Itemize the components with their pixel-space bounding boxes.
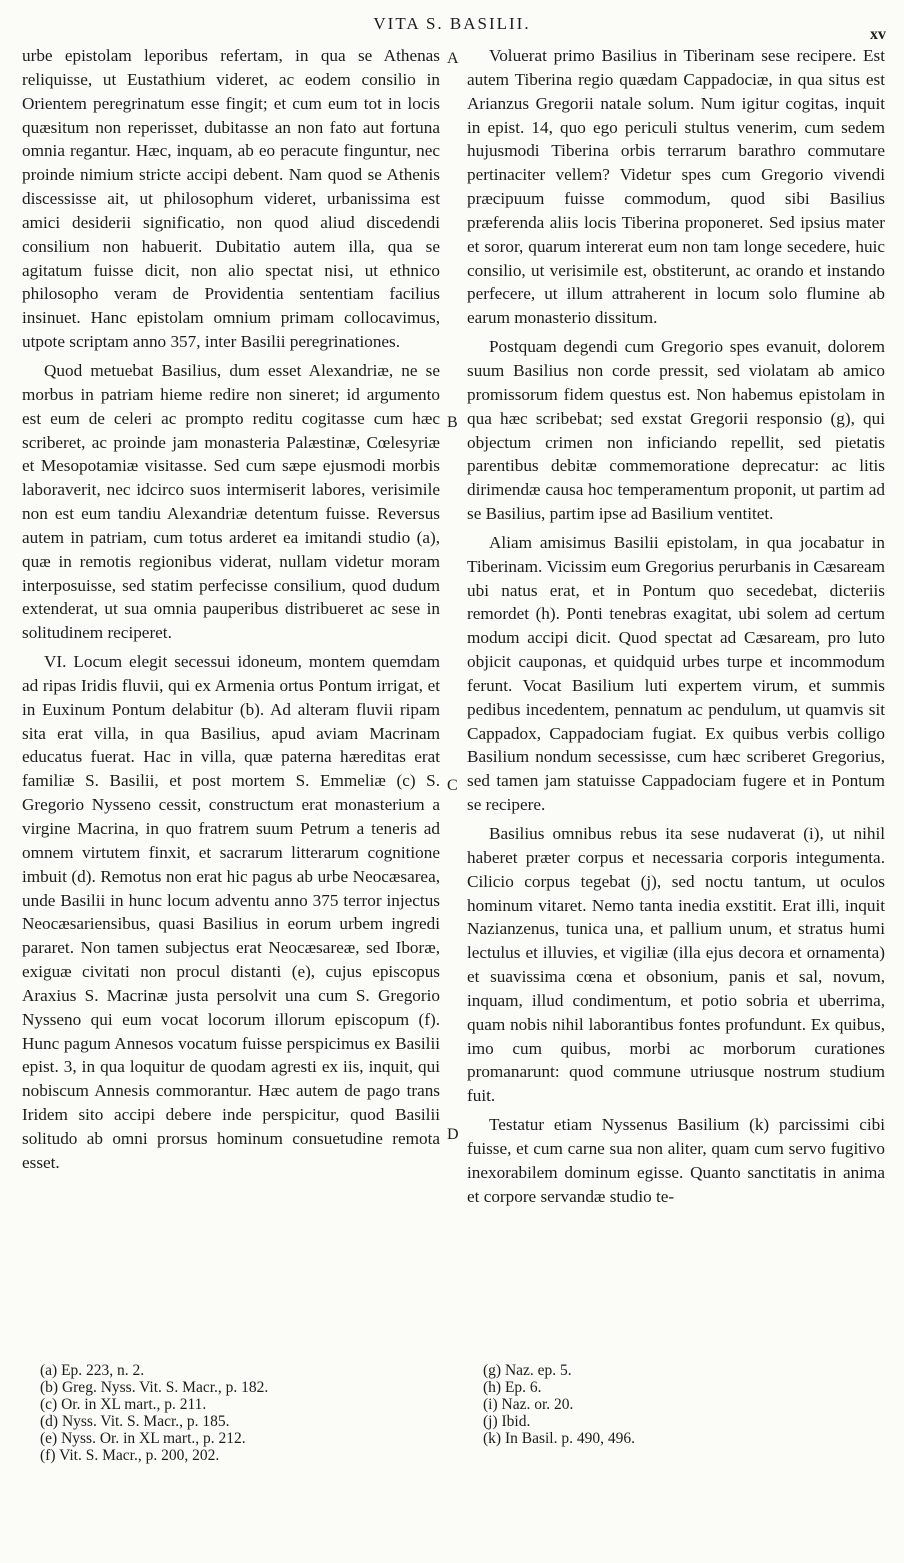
footnote: (j) Ibid. [483,1413,531,1430]
footnote: (a) Ep. 223, n. 2. [40,1362,145,1379]
page-number: xv [870,26,886,43]
footnote: (e) Nyss. Or. in XL mart., p. 212. [40,1430,246,1447]
right-text-column [467,44,885,1214]
footnotes-right [483,1362,873,1447]
paragraph: VI. Locum elegit secessui idoneum, montem quemdam ad ripas Iridis fluvii, qui ex Armenia ortus Pontum irrigat, et in Euxinum Pontum delabitur (b). Ad alteram fluvii ripam sita erat villa, in qua Basilius, apud aviam Macrinam educatus fuerat. Hac in villa, quæ paterna hæreditas erat familiæ S. Basilii, et post mortem S. Emmeliæ (c) S. Gregorio Nysseno cessit, constructum erat monasterium a virgine Macrina, in quo fratrem suum Petrum a teneris ad omnem virtutem finxit, et sacrarum litterarum cognitione imbuit (d). Remotus non erat hic pagus ab urbe Neocæsarea, unde Basilii in hunc locum adventu anno 375 terror injectus Neocæsariensibus, quasi Basilius in eorum urbem ingredi pararet. Non tamen subjectus erat Neocæsareæ, sed Iboræ, exiguæ civitati non procul distanti (e), cujus episcopus Araxius S. Macrinæ justa persolvit una cum S. Gregorio Nysseno qui eum vocat locorum illorum episcopum (f). Hunc pagum Annesos vocatum fuisse perspicimus ex Basilii epist. 3, in qua loquitur de quodam agresti ex iis, inquit, qui nobiscum Annesis commorantur. Hæc autem de pago trans Iridem sito accipi debere inde perspicitur, quod Basilii solitudo ab omni prorsus hominum consuetudine remota esset. [22,652,440,1172]
paragraph: Quod metuebat Basilius, dum esset Alexandriæ, ne se morbus in patriam hieme redire non sineret; id argumento est eum de celeri ac prompto reditu cogitasse cum hæc scriberet, ac proinde jam monasteria Palæstinæ, Cœlesyriæ et Mesopotamiæ visitasse. Sed cum sæpe ejusmodi morbis laboraverit, nec idcirco suos intermiserit labores, verisimile non est eum tandiu Alexandriæ detentum fuisse. Reversus autem in patriam, cum totus arderet ea imitandi studio (a), quæ in remotis regionibus viderat, nullam videtur moram interposuisse, sed statim perfecisse consilium, quod dudum extenderat, ut sua omnia pauperibus distribueret ac sese in solitudinem reciperet. [22,360,440,643]
footnote: (d) Nyss. Vit. S. Macr., p. 185. [40,1413,230,1430]
paragraph: Voluerat primo Basilius in Tiberinam sese recipere. Est autem Tiberina regio quædam Cappadociæ, in qua situs est Arianzus Gregorii natale solum. Num igitur cogitas, inquit in epist. 14, quo ego periculi stultus venerim, cum sedem hujusmodi Tiberina orbis terrarum barathro commutare pertinaciter vellem? Videtur spes cum Gregorio vivendi præcipuum fuisse commodum, quod sibi Basilius præferenda aliis locis Tiberina proponeret. Sed ipsius mater et soror, quarum intererat eum non tam longe secedere, huic consilio, ut verisimile est, obstiterunt, ac orando et instando perfecere, ut illum attraherent in locum solo flumine ab earum monasterio dissitum. [467,46,885,328]
margin-letter-a: A [447,50,459,67]
running-title: VITA S. BASILII. [373,14,531,33]
paragraph: Basilius omnibus rebus ita sese nudaverat (i), ut nihil haberet præter corpus et necessaria corporis integumenta. Cilicio corpus tegebat (j), sed noctu tantum, ut oculos hominum vitaret. Nemo tanta inedia exstitit. Erat illi, inquit Nazianzenus, tunica una, et pallium unum, et stratus humi lectulus et illuvies, et vigiliæ (illa ejus decora et ornamenta) et suavissima cœna et obsonium, panis et sal, novum, inquam, illud condimentum, et potio sobria et uberrima, quam nobis nihil laborantibus fontes profundunt. Ex quibus, imo cum quibus, morbi ac morborum curationes promanarunt: quod commune utriusque nostrum studium fuit. [467,824,885,1106]
footnote: (f) Vit. S. Macr., p. 200, 202. [40,1447,220,1464]
footnote: (h) Ep. 6. [483,1379,542,1396]
footnotes-left [40,1362,430,1464]
footnote: (g) Naz. ep. 5. [483,1362,572,1379]
paragraph: Testatur etiam Nyssenus Basilium (k) parcissimi cibi fuisse, et cum carne sua non aliter, quam cum servo fugitivo inexorabilem dominum egisse. Quanto sanctitatis in anima et corpore servandæ studio te- [467,1115,885,1206]
footnote: (c) Or. in XL mart., p. 211. [40,1396,207,1413]
margin-letter-c: C [447,777,458,794]
footnote: (k) In Basil. p. 490, 496. [483,1430,635,1447]
footnote: (b) Greg. Nyss. Vit. S. Macr., p. 182. [40,1379,269,1396]
paragraph: urbe epistolam leporibus refertam, in qua se Athenas reliquisse, ut Eustathium videret, ac eodem consilio in Orientem peregrinatum esse fingit; et cum eum tot in locis quæsitum non reperisset, dubitasse an non fato aut fortuna omnia regantur. Hæc, inquam, ab eo peracute finguntur, nec proinde nimium stricte accipi debent. Nam quod se Athenis discessisse ait, ut philosophum videret, urbanissima est amici desiderii significatio, non quod aliud discedendi consilium non habuerit. Dubitatio autem illa, qua se agitatum fuisse dicit, non alio spectat nisi, ut ethnico philosopho veram de Providentia sententiam facilius insinuet. Hanc epistolam omnium primam collocavimus, utpote scriptam anno 357, inter Basilii peregrinationes. [22,46,440,352]
paragraph: Postquam degendi cum Gregorio spes evanuit, dolorem suum Basilius non corde pressit, sed violatam ab amico promissorum fidem questus est. Non habemus epistolam in qua hæc scribebat; sed exstat Gregorii responsio (g), qui objectum crimen non inficiando repellit, sed pietatis parentibus debitæ commemoratione deprecatur: ac litis dirimendæ causa hoc temperamentum proponit, ut partim ad se Basilius, partim ipse ad Basilium ventitet. [467,337,885,524]
paragraph: Aliam amisimus Basilii epistolam, in qua jocabatur in Tiberinam. Vicissim eum Gregorius perurbanis in Cæsaream ubi natus erat, et in Pontum quo secedebat, dicteriis remordet (h). Ponti tenebras exagitat, ubi solem ad certum modum accipi dicit. Quod spectat ad Cæsaream, pro luto objicit cauponas, et quidquid urbes turpe et incommodum ferunt. Vocat Basilium luti expertem virum, et summis pedibus incedentem, pennatum ac pendulum, ut quamvis sit Cappadox, Cappadociam fugiat. Ex quibus verbis colligo Basilium nondum secessisse, cum hæc scriberet Gregorius, sed tamen jam statuisse Cappadociam fugere et in Pontum se recipere. [467,532,885,815]
left-text-column [22,44,440,1180]
margin-letter-b: B [447,414,458,431]
footnote: (i) Naz. or. 20. [483,1396,574,1413]
margin-letter-d: D [447,1126,459,1143]
